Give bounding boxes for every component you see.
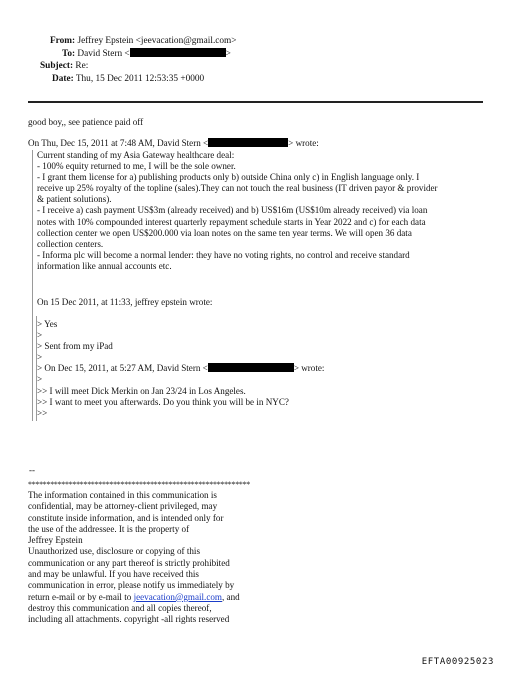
redaction-bar [208,363,294,372]
quote2-line: > [37,352,43,363]
to-value-suffix: > [225,49,231,59]
from-row [50,36,237,47]
signature-dash: -- [29,465,35,475]
quote3-line: > [37,374,43,385]
disclaimer-line: constitute inside information, and is intended only for [28,512,224,523]
subject-value: Re: [75,61,89,71]
quote1-line: collection centers. [37,238,104,249]
quote1-line: notes with 10% compounded interest quarterly repayment schedule starts in Year 2022 and c) for each data [37,216,426,227]
quote1-line: receive up 25% royalty of the topline (sales).They can not touch the real business (IT driven payor & provider [37,183,438,194]
disclaimer-line: and may be unlawful. If you have received this [28,569,199,580]
date-label: Date: [52,74,74,84]
link-line-prefix: return e-mail or by e-mail to [28,591,134,602]
document-id: EFTA00925023 [421,657,494,667]
header-divider [28,101,483,103]
quote2-intro: On 15 Dec 2011, at 11:33, jeffrey epstein wrote: [37,297,213,307]
disclaimer-line: The information contained in this communication is [28,490,217,500]
to-label: To: [62,49,76,59]
email-link[interactable]: jeevacation@gmail.com [133,591,222,602]
disclaimer-line: destroy this communication and all copies thereof, [28,602,212,613]
redaction-bar [208,138,288,147]
quote-bar-outer [32,150,33,421]
quote1-intro-prefix: On Thu, Dec 15, 2011 at 7:48 AM, David Stern < [28,138,209,148]
quote2-body [37,319,497,419]
quote1-line: - I receive a) cash payment US$3m (already received) and b) US$16m (US$10m already received) via loan [37,205,428,216]
quote2-line: > Sent from my iPad [37,341,113,352]
date-value: Thu, 15 Dec 2011 12:53:35 +0000 [75,74,205,84]
quote1-intro-suffix: > wrote: [288,138,319,148]
redaction-bar [130,48,226,57]
disclaimer-line: Unauthorized use, disclosure or copying of this [28,546,200,557]
to-value-prefix: David Stern < [77,49,130,59]
subject-row [40,61,88,72]
disclaimer-line: confidential, may be attorney-client privileged, may [28,501,218,512]
quote1-line: collection center we open US$200.000 via loan notes on the same ten year terms. We will open 36 data [37,227,412,238]
quote3-line: >> [37,407,48,418]
reply-text: good boy,, see patience paid off [28,117,144,127]
quote2-line: > [37,330,43,341]
quote1-line: - Informa plc will become a normal lender: they have no voting rights, no control and receive standard [37,249,410,260]
from-label: From: [50,36,76,46]
quote3-line: >> I want to meet you afterwards. Do you think you will be in NYC? [37,396,289,407]
subject-label: Subject: [40,61,74,71]
quote3-intro-prefix: > On Dec 15, 2011, at 5:27 AM, David Stern < [37,363,208,374]
quote1-line: & patient solutions). [37,194,112,205]
disclaimer-line: the use of the addressee. It is the property of [28,523,190,534]
date-row [52,74,204,85]
link-line-suffix: , and [221,591,240,602]
quote1-body [37,150,507,272]
disclaimer-line: communication in error, please notify us immediately by [28,580,235,591]
quote1-line: Current standing of my Asia Gateway healthcare deal: [37,150,235,160]
quote1-line: - I grant them license for a) publishing products only b) outside China only c) in English language only. I [37,172,420,183]
signature-disclaimer [28,490,328,626]
disclaimer-line: Jeffrey Epstein [28,535,83,546]
signature-stars: ************************************************************ [28,480,251,489]
from-value: Jeffrey Epstein <jeevacation@gmail.com> [77,36,237,46]
quote3-line: >> I will meet Dick Merkin on Jan 23/24 in Los Angeles. [37,385,246,396]
quote1-line: information like annual accounts etc. [37,260,172,271]
to-row [62,48,231,60]
disclaimer-line: communication or any part thereof is strictly prohibited [28,557,230,568]
disclaimer-line: including all attachments. copyright -all rights reserved [28,614,230,625]
quote2-line: > Yes [37,319,58,329]
quote3-intro [37,363,497,374]
quote1-line: - 100% equity returned to me, I will be the sole owner. [37,161,236,172]
quote3-intro-suffix: > wrote: [293,363,325,374]
quote1-intro [28,138,319,149]
disclaimer-line-with-link [28,592,328,603]
